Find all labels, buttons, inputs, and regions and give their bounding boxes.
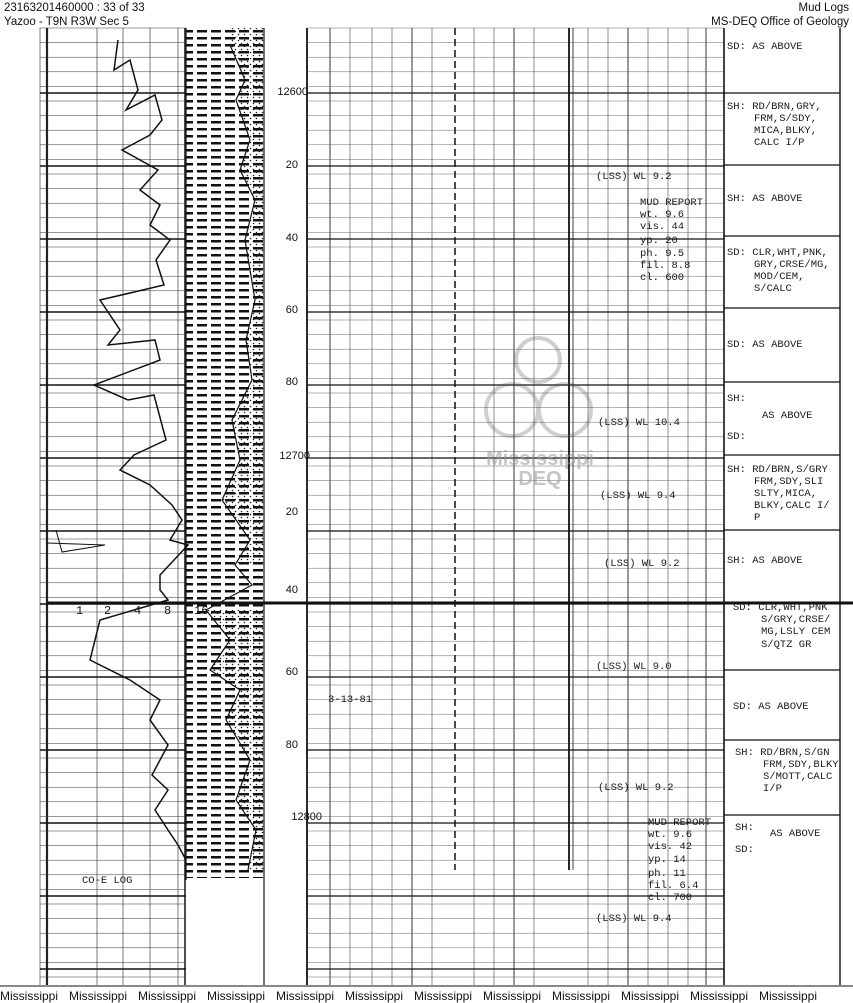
lithology-line: SD: AS ABOVE [733, 701, 809, 713]
scale-label: 2 [104, 604, 112, 618]
lithology-line: SH: AS ABOVE [727, 555, 803, 567]
lithology-line: I/P [763, 783, 782, 795]
depth-label: 40 [285, 232, 298, 244]
well-id: 23163201460000 : 33 of 33 [4, 2, 145, 14]
well-location: Yazoo - T9N R3W Sec 5 [4, 16, 129, 28]
lss-reading: (LSS) WL 9.0 [596, 661, 672, 673]
log-label: CO-E LOG [82, 875, 133, 887]
mud-report-title: MUD REPORT [640, 197, 704, 209]
footer-watermark: Mississippi [552, 989, 611, 1003]
lss-reading: (LSS) WL 9.2 [598, 782, 674, 794]
watermark-subtext: DEQ [518, 468, 562, 490]
lithology-line: SH: [735, 822, 754, 834]
footer-watermark: Mississippi [690, 989, 749, 1003]
lithology-line: FRM,SDY,SLI [754, 476, 824, 488]
footer-watermark: Mississippi [483, 989, 542, 1003]
footer-watermark: Mississippi [0, 989, 59, 1003]
footer-watermark: Mississippi [69, 989, 128, 1003]
mud-report-row: vis. 42 [648, 841, 693, 853]
rop-curve [90, 40, 188, 860]
mud-report-title: MUD REPORT [648, 817, 712, 829]
depth-label: 80 [285, 376, 298, 388]
lithology-line: SD: [735, 844, 754, 856]
lss-reading: (LSS) WL 10.4 [598, 417, 680, 429]
footer-watermark: Mississippi [621, 989, 680, 1003]
lithology-line: GRY,CRSE/MG, [754, 259, 830, 271]
scale-label: 4 [134, 604, 142, 618]
footer-watermark: Mississippi [207, 989, 266, 1003]
depth-label: 12700 [279, 450, 310, 462]
lithology-line: SD: CLR,WHT,PNK, [727, 247, 828, 259]
lithology-line: S/GRY,CRSE/ [761, 614, 831, 626]
lithology-line: FRM,S/SDY, [754, 113, 818, 125]
mud-report-row: vis. 44 [640, 221, 685, 233]
scale-label: 16 [194, 604, 209, 618]
lithology-line: AS ABOVE [770, 828, 821, 840]
depth-label: 80 [285, 739, 298, 751]
lithology-line: SH: RD/BRN,S/GRY [727, 464, 828, 476]
scale-label: 1 [76, 604, 84, 618]
footer-watermark: Mississippi [138, 989, 197, 1003]
mud-report-row: cl. 600 [640, 272, 685, 284]
lithology-line: CALC I/P [754, 137, 805, 149]
agency-name: MS-DEQ Office of Geology [711, 16, 849, 28]
footer-watermark: Mississippi [759, 989, 818, 1003]
lithology-line: MOD/CEM, [754, 271, 805, 283]
lithology-line: SH: RD/BRN,GRY, [727, 101, 822, 113]
mud-report-row: ph. 9.5 [640, 248, 685, 260]
depth-label: 12800 [291, 811, 322, 823]
lithology-line: MICA,BLKY, [754, 125, 818, 137]
lss-reading: (LSS) WL 9.4 [600, 490, 676, 502]
lss-reading: (LSS) WL 9.2 [596, 171, 672, 183]
depth-label: 12600 [277, 86, 308, 98]
mud-report-row: fil. 6.4 [648, 880, 699, 892]
depth-label: 20 [285, 159, 298, 171]
lithology-line: SH: RD/BRN,S/GN [735, 747, 830, 759]
lithology-line: SH: [727, 393, 746, 405]
mud-report-row: wt. 9.6 [640, 209, 685, 221]
gas-spike [47, 530, 105, 552]
footer-watermark: Mississippi [345, 989, 404, 1003]
depth-label: 40 [285, 584, 298, 596]
mdeq-logo-watermark [486, 338, 591, 436]
depth-label: 60 [285, 666, 298, 678]
footer-watermark: Mississippi [276, 989, 335, 1003]
lithology-line: SD: AS ABOVE [727, 339, 803, 351]
lithology-line: BLKY,CALC I/ [754, 500, 830, 512]
mud-report-row: yp. 14 [648, 854, 686, 866]
footer-watermark: Mississippi [414, 989, 473, 1003]
lss-reading: (LSS) WL 9.4 [596, 913, 672, 925]
lithology-line: SH: AS ABOVE [727, 193, 803, 205]
mud-report-row: fil. 8.8 [640, 260, 691, 272]
mud-report-row: yp. 20 [640, 235, 678, 247]
scale-label: 8 [164, 604, 172, 618]
lithology-line: FRM,SDY,BLKY [763, 759, 839, 771]
lithology-column [186, 28, 264, 985]
mud-report-row: wt. 9.6 [648, 829, 693, 841]
rop-track-grid [40, 28, 185, 985]
lithology-line: SLTY,MICA, [754, 488, 818, 500]
lithology-line: SD: [727, 431, 746, 443]
lithology-line: MG,LSLY CEM [761, 626, 831, 638]
lithology-line: S/QTZ GR [761, 639, 812, 651]
lss-reading: (LSS) WL 9.2 [604, 558, 680, 570]
doc-type: Mud Logs [798, 2, 849, 14]
depth-label: 20 [285, 506, 298, 518]
lithology-line: S/CALC [754, 283, 792, 295]
watermark-text: Mississippi [486, 448, 594, 470]
mud-report-row: ph. 11 [648, 868, 686, 880]
lithology-line: SD: CLR,WHT,PNK [733, 602, 828, 614]
lithology-line: S/MOTT,CALC [763, 771, 833, 783]
depth-label: 60 [285, 304, 298, 316]
lithology-line: SD: AS ABOVE [727, 41, 803, 53]
rop-track-hgrid [40, 28, 186, 977]
lithology-line: P [754, 512, 761, 524]
mud-report-row: cl. 700 [648, 892, 693, 904]
date-note: 3-13-81 [328, 694, 373, 706]
lithology-line: AS ABOVE [762, 410, 813, 422]
